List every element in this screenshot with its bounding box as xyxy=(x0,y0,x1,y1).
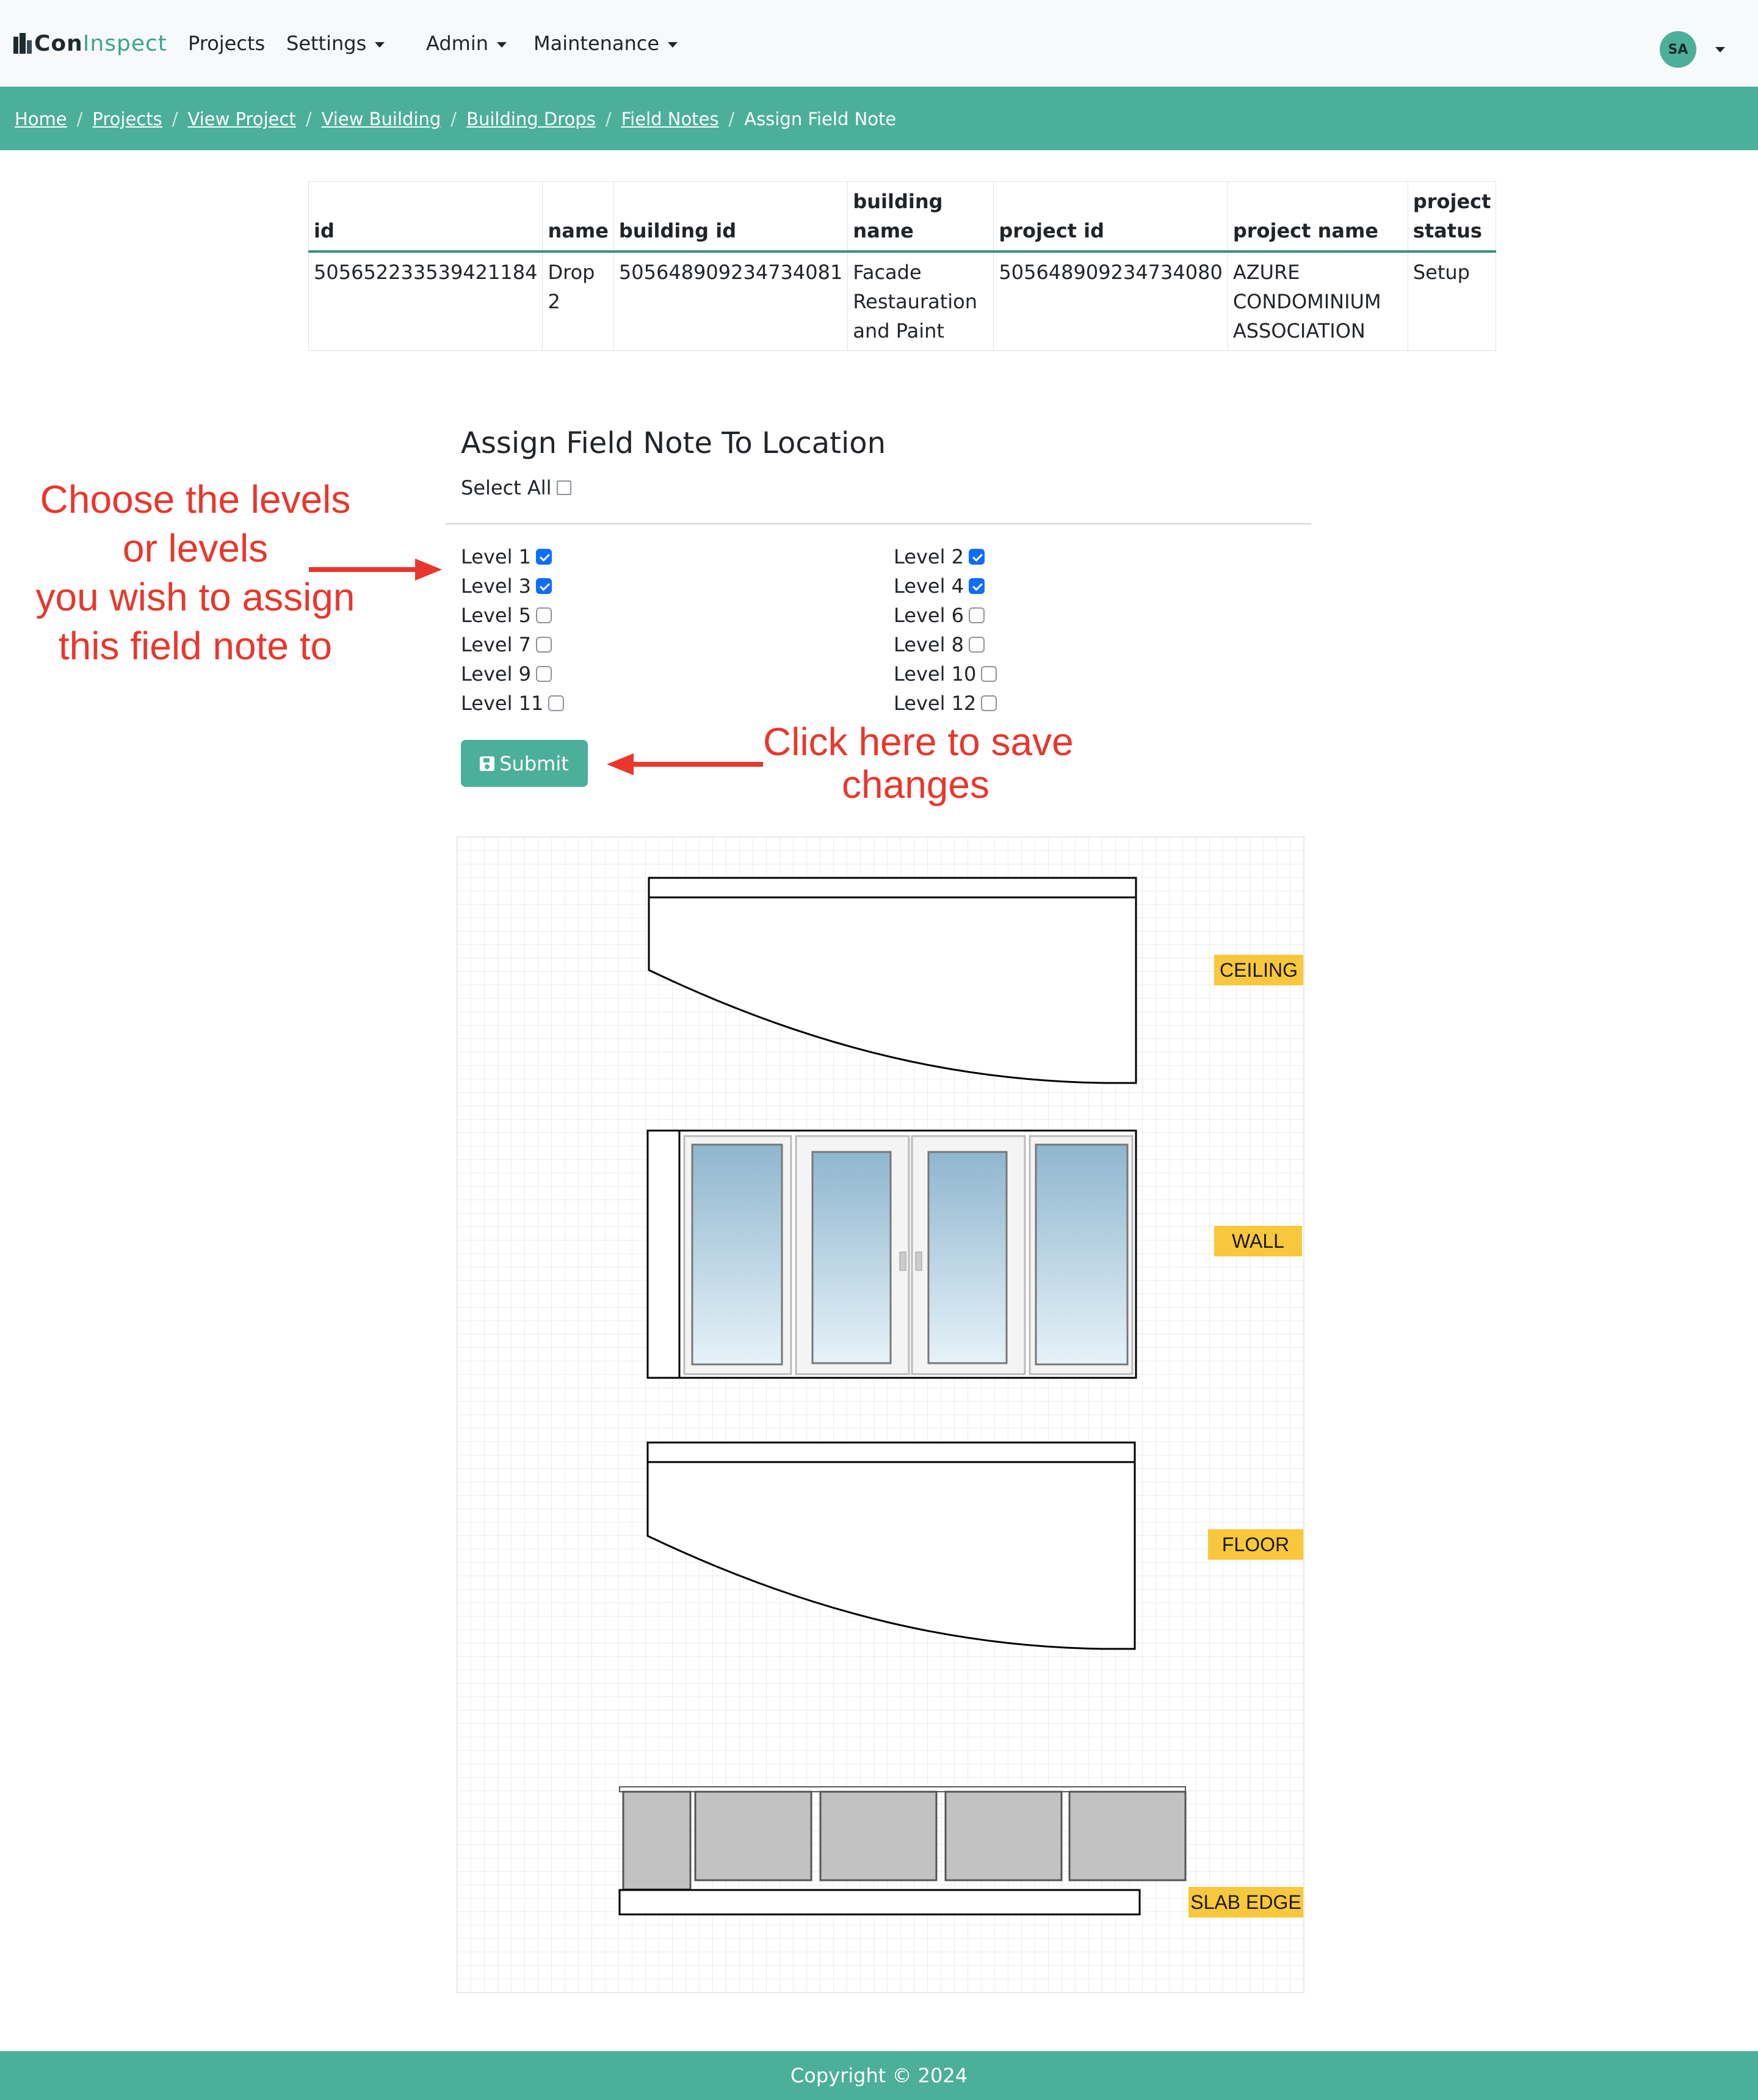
annotation-line: Click here to save xyxy=(763,720,1074,764)
breadcrumb-view-project[interactable]: View Project xyxy=(187,109,296,129)
arrow-left-icon xyxy=(604,749,766,780)
level-3-checkbox[interactable] xyxy=(536,578,552,594)
level-7-option[interactable] xyxy=(461,633,552,656)
brand-logo[interactable] xyxy=(13,28,167,59)
tag-ceiling[interactable]: CEILING xyxy=(1214,955,1303,985)
building-icon xyxy=(13,33,32,54)
level-label: Level 12 xyxy=(894,692,977,715)
nav-settings-label: Settings xyxy=(286,32,367,55)
level-label: Level 7 xyxy=(461,633,531,656)
level-label: Level 6 xyxy=(894,604,964,627)
level-4-option[interactable] xyxy=(894,574,985,598)
annotation-line: changes xyxy=(842,762,989,806)
level-12-option[interactable] xyxy=(894,692,997,715)
wall-window-shape[interactable] xyxy=(648,1131,1136,1378)
level-8-checkbox[interactable] xyxy=(969,637,985,653)
tag-floor[interactable]: FLOOR xyxy=(1208,1529,1303,1560)
level-label: Level 11 xyxy=(461,692,544,715)
col-header-project-id: project id xyxy=(994,182,1228,252)
cell-building-id: 505648909234734081 xyxy=(613,252,847,351)
nav-maintenance-label: Maintenance xyxy=(534,32,660,55)
level-12-checkbox[interactable] xyxy=(981,695,997,711)
level-8-option[interactable] xyxy=(894,633,985,656)
table-row xyxy=(309,252,1496,351)
level-1-checkbox[interactable] xyxy=(536,549,552,565)
level-label: Level 10 xyxy=(894,662,977,686)
level-4-checkbox[interactable] xyxy=(969,578,985,594)
level-5-option[interactable] xyxy=(461,604,552,627)
level-label: Level 1 xyxy=(461,545,531,568)
user-avatar[interactable]: SA xyxy=(1660,31,1696,68)
submit-label: Submit xyxy=(499,751,569,775)
level-6-option[interactable] xyxy=(894,604,985,627)
location-diagram xyxy=(457,836,1304,1993)
col-header-project-name: project name xyxy=(1228,182,1408,252)
tag-wall[interactable]: WALL xyxy=(1214,1226,1302,1256)
breadcrumb-field-notes[interactable]: Field Notes xyxy=(621,109,719,129)
nav-settings-dropdown[interactable] xyxy=(286,32,385,55)
brand-text-inspect: Inspect xyxy=(82,31,167,56)
annotation-line: this field note to xyxy=(58,624,333,668)
form-divider xyxy=(446,523,1311,524)
level-label: Level 2 xyxy=(894,545,964,568)
submit-button[interactable] xyxy=(461,740,588,787)
floor-shape[interactable] xyxy=(648,1443,1135,1649)
col-header-name: name xyxy=(543,182,613,252)
level-10-option[interactable] xyxy=(894,662,997,686)
breadcrumb-separator: / xyxy=(728,109,735,129)
ceiling-shape[interactable] xyxy=(649,878,1136,1083)
form-title: Assign Field Note To Location xyxy=(461,426,886,460)
footer xyxy=(0,2051,1758,2100)
breadcrumb-home[interactable]: Home xyxy=(15,109,67,129)
level-label: Level 4 xyxy=(894,574,964,598)
drop-info-table xyxy=(308,181,1496,351)
level-label: Level 3 xyxy=(461,574,531,598)
nav-admin-label: Admin xyxy=(426,32,488,55)
slab-edge-shape[interactable] xyxy=(620,1787,1185,1914)
copyright-text: Copyright © 2024 xyxy=(790,2064,968,2087)
level-2-option[interactable] xyxy=(894,545,985,568)
level-5-checkbox[interactable] xyxy=(536,607,552,623)
breadcrumb-bar xyxy=(0,87,1758,150)
col-header-project-status: project status xyxy=(1408,182,1496,252)
diagram-drawing xyxy=(457,837,1304,1993)
select-all-label: Select All xyxy=(461,476,552,499)
cell-name: Drop 2 xyxy=(543,252,613,351)
level-6-checkbox[interactable] xyxy=(969,607,985,623)
annotation-line: Choose the levels xyxy=(40,477,351,521)
level-3-option[interactable] xyxy=(461,574,552,598)
select-all-control[interactable] xyxy=(461,476,571,499)
level-9-option[interactable] xyxy=(461,662,552,686)
cell-id: 505652233539421184 xyxy=(309,252,543,351)
level-label: Level 9 xyxy=(461,662,531,686)
top-navbar xyxy=(0,0,1758,87)
caret-down-icon xyxy=(375,42,385,48)
level-11-checkbox[interactable] xyxy=(548,695,564,711)
select-all-checkbox[interactable] xyxy=(557,480,571,495)
level-label: Level 5 xyxy=(461,604,531,627)
cell-project-id: 505648909234734080 xyxy=(994,252,1228,351)
level-label: Level 8 xyxy=(894,633,964,656)
annotation-line: you wish to assign xyxy=(35,575,355,619)
brand-text-con: Con xyxy=(34,31,83,56)
annotation-line: or levels xyxy=(122,526,269,570)
cell-project-status: Setup xyxy=(1408,252,1496,351)
caret-down-icon xyxy=(497,42,507,48)
breadcrumb-projects[interactable]: Projects xyxy=(92,109,162,129)
nav-projects[interactable]: Projects xyxy=(188,32,266,55)
nav-admin-dropdown[interactable] xyxy=(426,32,507,55)
arrow-right-icon xyxy=(305,554,446,585)
save-icon xyxy=(480,756,494,771)
level-11-option[interactable] xyxy=(461,692,564,715)
level-10-checkbox[interactable] xyxy=(981,666,997,682)
breadcrumb-separator: / xyxy=(305,109,312,129)
table-header-row xyxy=(309,182,1496,252)
cell-building-name: Facade Restauration and Paint xyxy=(848,252,994,351)
breadcrumb-separator: / xyxy=(76,109,83,129)
submit-annotation xyxy=(763,720,1074,806)
nav-maintenance-dropdown[interactable] xyxy=(534,32,678,55)
breadcrumb xyxy=(15,109,896,129)
breadcrumb-building-drops[interactable]: Building Drops xyxy=(466,109,596,129)
breadcrumb-separator: / xyxy=(605,109,612,129)
col-header-id: id xyxy=(309,182,543,252)
col-header-building-name: building name xyxy=(848,182,994,252)
caret-down-icon xyxy=(668,42,678,48)
level-2-checkbox[interactable] xyxy=(969,549,985,565)
cell-project-name: AZURE CONDOMINIUM ASSOCIATION xyxy=(1228,252,1408,351)
level-7-checkbox[interactable] xyxy=(536,637,552,653)
breadcrumb-current: Assign Field Note xyxy=(744,109,897,129)
level-9-checkbox[interactable] xyxy=(536,666,552,682)
breadcrumb-separator: / xyxy=(450,109,457,129)
level-1-option[interactable] xyxy=(461,545,552,568)
breadcrumb-view-building[interactable]: View Building xyxy=(321,109,441,129)
tag-slab-edge[interactable]: SLAB EDGE xyxy=(1188,1887,1303,1917)
user-menu-caret-icon[interactable] xyxy=(1715,47,1725,52)
breadcrumb-separator: / xyxy=(172,109,178,129)
col-header-building-id: building id xyxy=(613,182,847,252)
